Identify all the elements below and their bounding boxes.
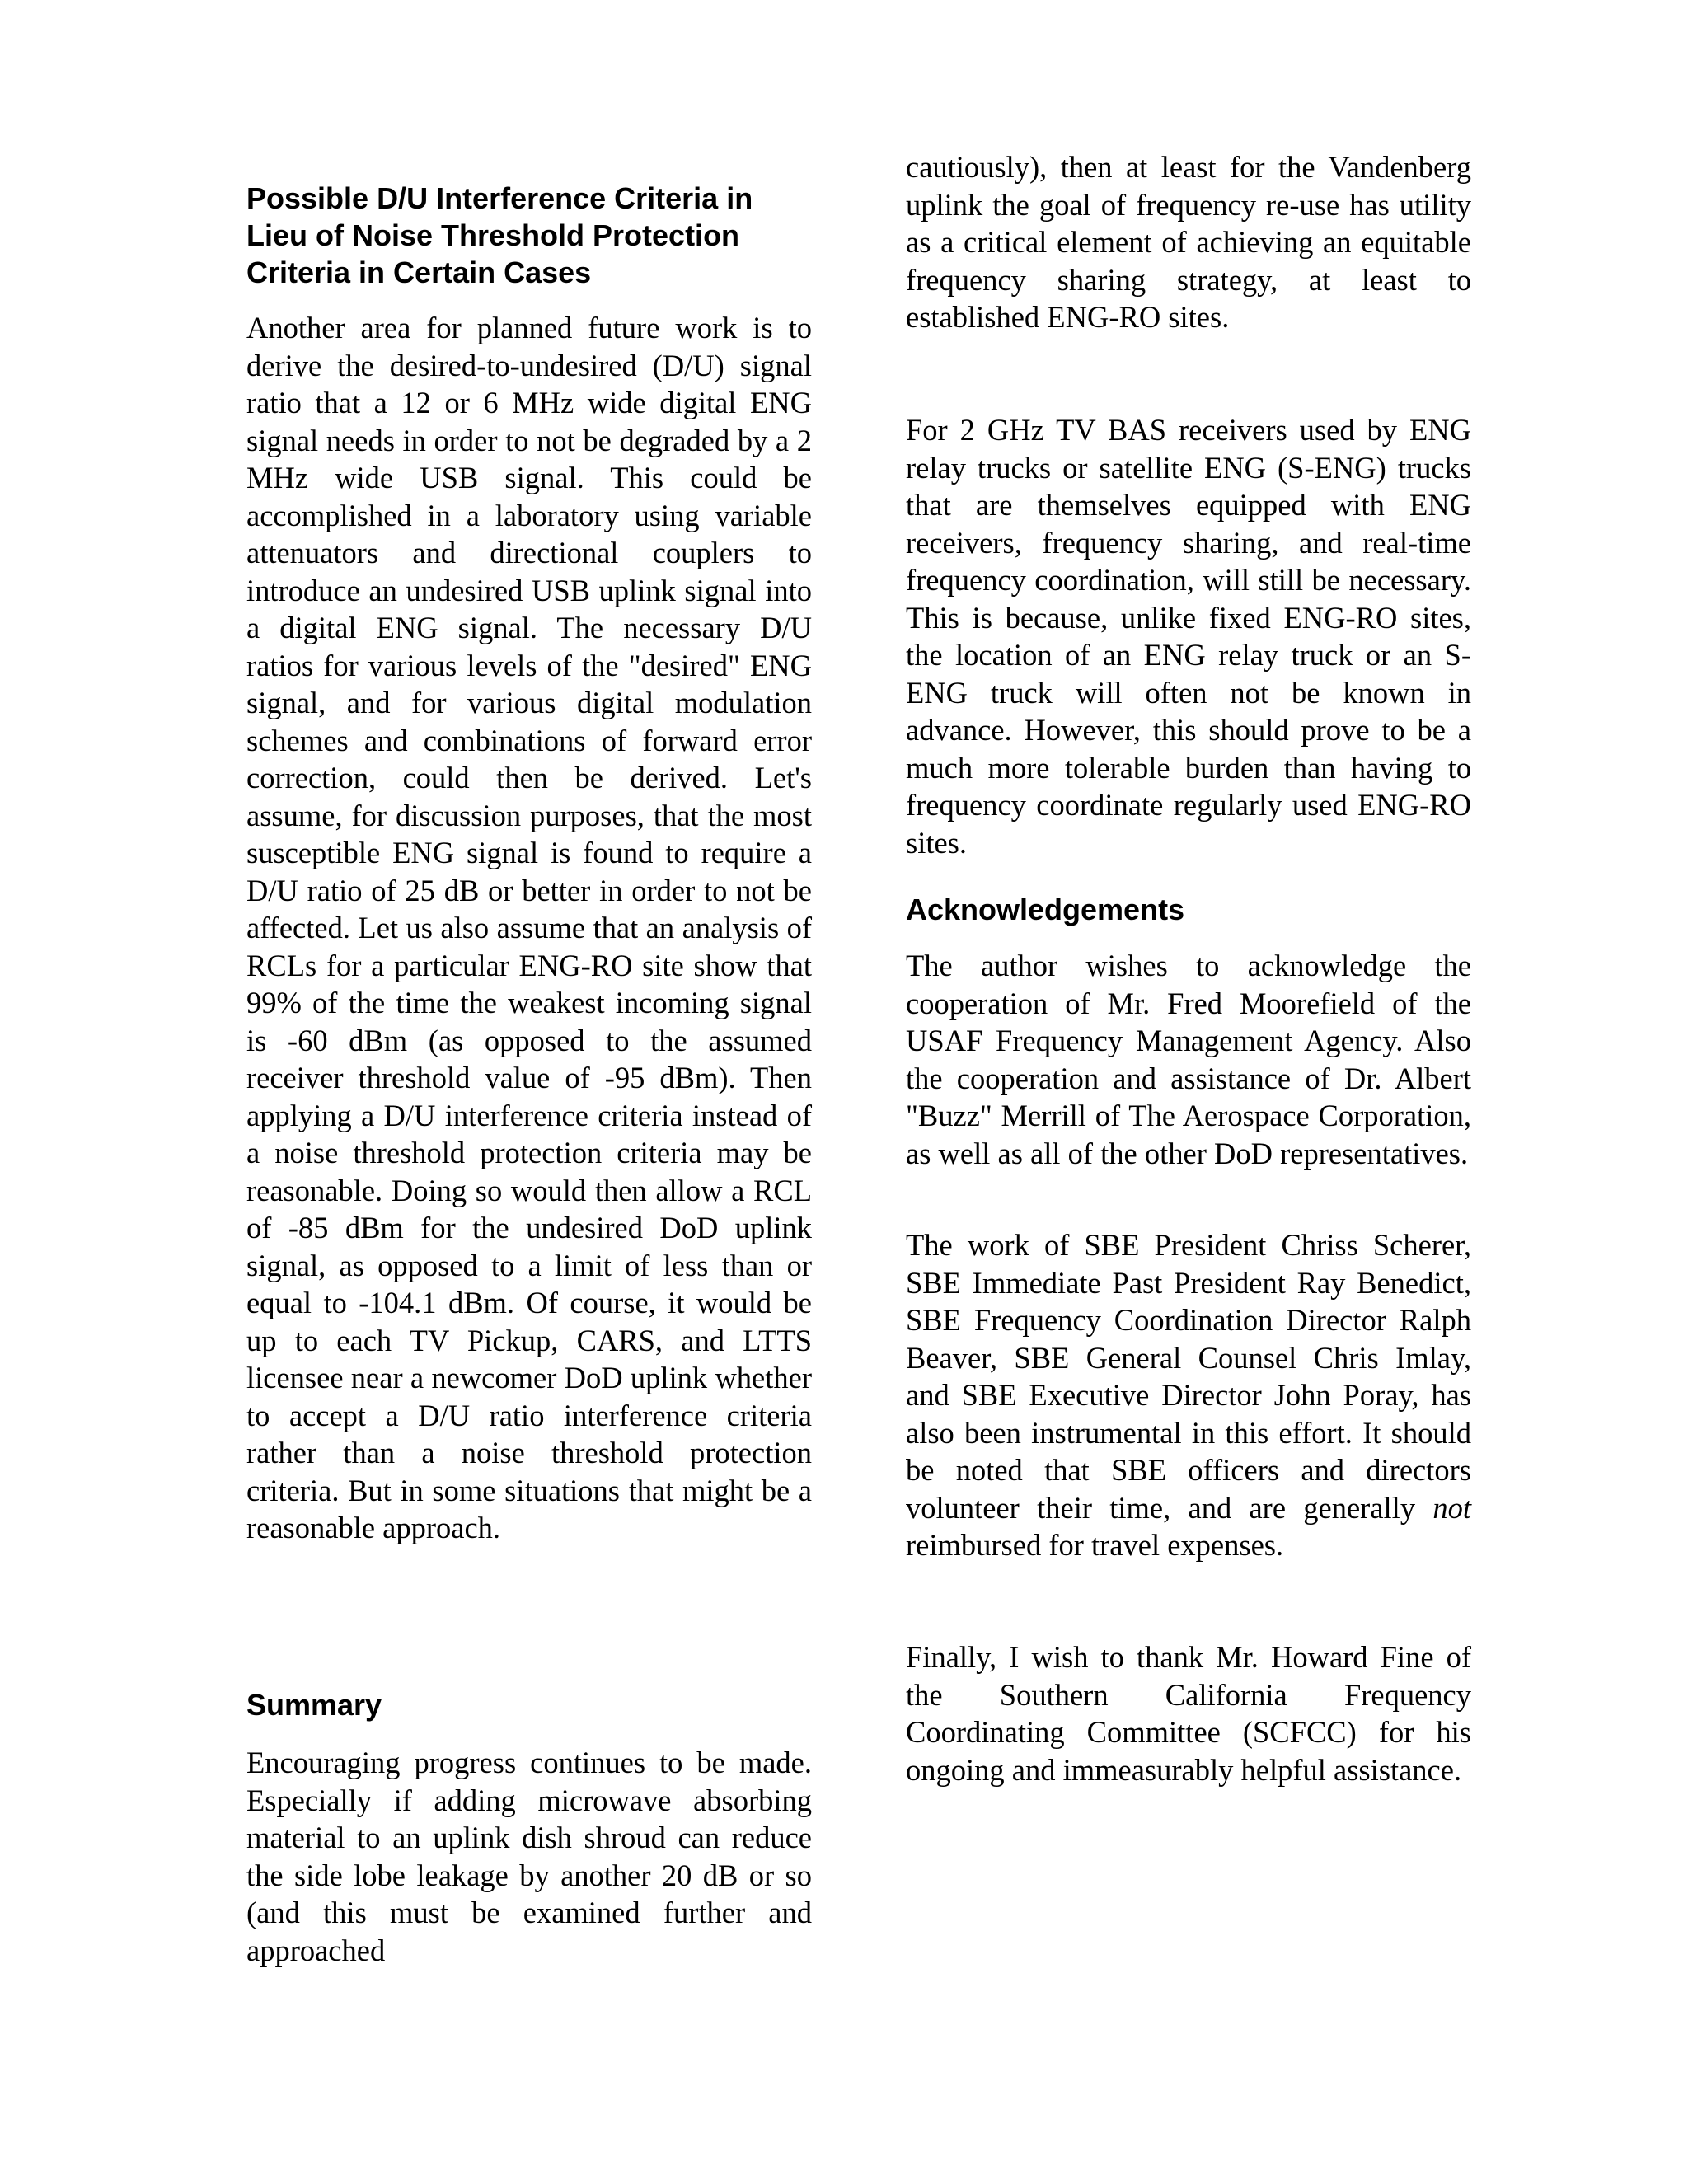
- tv-bas-receivers-paragraph: For 2 GHz TV BAS receivers used by ENG relay trucks or satellite ENG (S-ENG) trucks that are themselves equipped with ENG receivers, frequency sharing, and real-time frequency coordination, will still be necessary. This is because, unlike fixed ENG-RO sites, the location of an ENG relay truck or an S-ENG truck will often not be known in advance. However, this should prove to be a much more tolerable burden than having to frequency coordinate regularly used ENG-RO sites.: [906, 413, 1471, 860]
- summary-paragraph: Encouraging progress continues to be made. Especially if adding microwave absorbing material to an uplink dish shroud can reduce the side lobe leakage by another 20 dB or so (and this must be examined further and approached: [246, 1746, 812, 1967]
- acknowledgements-heading: Acknowledgements: [906, 893, 1185, 926]
- acknowledgements-paragraph-2: [906, 1226, 1471, 1564]
- summary-continuation-paragraph: cautiously), then at least for the Vandenberg uplink the goal of frequency re-use has utility as a critical element of achieving an equitable frequency sharing strategy, at least to established ENG-RO sites.: [906, 150, 1471, 334]
- du-interference-heading: Possible D/U Interference Criteria in Lieu of Noise Threshold Protection Criteria in Certain Cases: [246, 181, 753, 289]
- acknowledgements-paragraph-1: The author wishes to acknowledge the cooperation of Mr. Fred Moorefield of the USAF Frequency Management Agency. Also the cooperation and assistance of Dr. Albert "Buzz" Merrill of The Aerospace Corporation, as well as all of the other DoD representatives.: [906, 949, 1471, 1170]
- du-interference-paragraph: Another area for planned future work is to derive the desired-to-undesired (D/U) signal ratio that a 12 or 6 MHz wide digital ENG signal needs in order to not be degraded by a 2 MHz wide USB signal. This could be accomplished in a laboratory using variable attenuators and directional couplers to introduce an undesired USB uplink signal into a digital ENG signal. The necessary D/U ratios for various levels of the "desired" ENG signal, and for various digital modulation schemes and combinations of forward error correction, could then be derived. Let's assume, for discussion purposes, that the most susceptible ENG signal is found to require a D/U ratio of 25 dB or better in order to not be affected. Let us also assume that an analysis of RCLs for a particular ENG-RO site show that 99% of the time the weakest incoming signal is -60 dBm (as opposed to the assumed receiver threshold value of -95 dBm). Then applying a D/U interference criteria instead of a noise threshold protection criteria may be reasonable. Doing so would then allow a RCL of -85 dBm for the undesired DoD uplink signal, as opposed to a limit of less than or equal to -104.1 dBm. Of course, it would be up to each TV Pickup, CARS, and LTTS licensee near a newcomer DoD uplink whether to accept a D/U ratio interference criteria rather than a noise threshold protection criteria. But in some situations that might be a reasonable approach.: [246, 311, 812, 1544]
- ack-paragraph-2-text-start: The work of SBE President Chriss Scherer, SBE Immediate Past President Ray Benedict, SBE Frequency Coordination Director Ralph Beaver, SBE General Counsel Chris Imlay, and SBE Executive Director John Poray, has also been instrumental in this effort. It should be noted that SBE officers and directors volunteer their time, and are generally: [906, 1228, 1471, 1525]
- acknowledgements-paragraph-3: Finally, I wish to thank Mr. Howard Fine of the Southern California Frequency Coordinating Committee (SCFCC) for his ongoing and immeasurably helpful assistance.: [906, 1640, 1471, 1787]
- ack-paragraph-2-text-end: reimbursed for travel expenses.: [906, 1528, 1284, 1562]
- summary-heading: Summary: [246, 1688, 382, 1722]
- ack-paragraph-2-emphasis: not: [1432, 1490, 1471, 1525]
